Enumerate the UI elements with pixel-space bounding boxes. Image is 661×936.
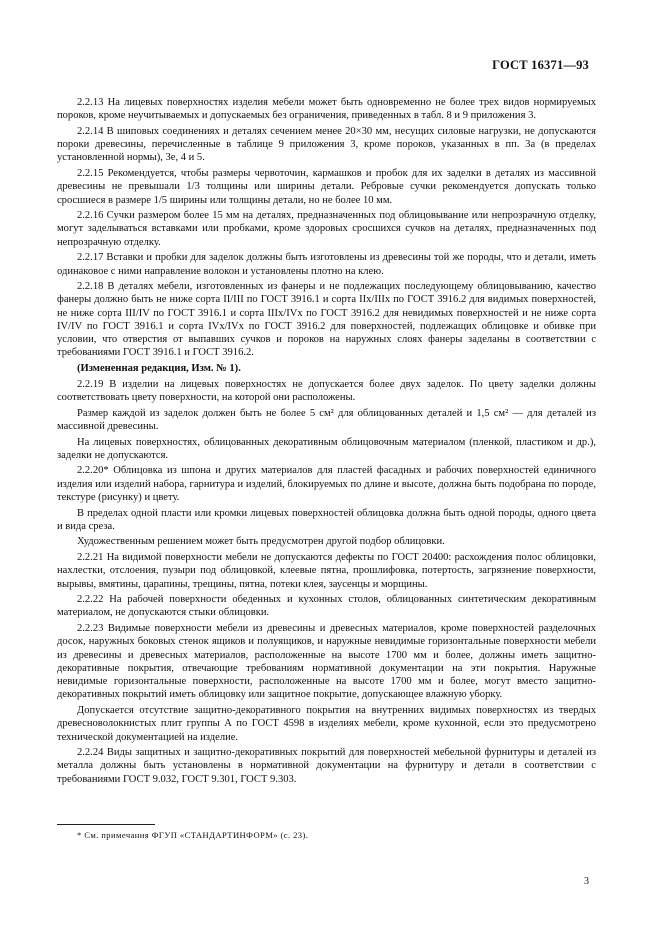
paragraph-2-2-20-species: В пределах одной пласти или кромки лицевых поверхностей облицовка должна быть одной породы, одного цвета и вида среза. [57, 507, 596, 532]
paragraph-2-2-14: 2.2.14 В шиповых соединениях и деталях сечением менее 20×30 мм, несущих силовые нагрузки, не допускаются пороки древесины, перечисленные в таблице 9 приложения 3, кроме пороков, указанных в пп. 3а (в пределах установленной нормы), 3е, 4 и 5. [57, 125, 596, 164]
paragraph-2-2-23: 2.2.23 Видимые поверхности мебели из древесины и древесных материалов, кроме поверхностей разделочных досок, наружных боковых стенок ящиков и полуящиков, и наружные невидимые горизонтальные поверхности мебели из древесины и древесных материалов, расположенные на высоте 1700 мм и более, должны иметь защитно-декоративные покрытия, отвечающие требованиям нормативной документации на эти покрытия. Наружные невидимые горизонтальные поверхности, расположенные на высоте 1700 мм и более, могут вместо защитно-декоративных покрытий иметь облицовку или защитное покрытие, допускающее влажную уборку. [57, 623, 596, 701]
paragraph-2-2-19: 2.2.19 В изделии на лицевых поверхностях не допускается более двух заделок. По цвету заделки должны соответствовать цвету поверхности, на которой они расположены. [57, 378, 596, 403]
paragraph-2-2-19-size: Размер каждой из заделок должен быть не более 5 см² для облицованных деталей и 1,5 см² — для деталей из массивной древесины. [57, 407, 596, 432]
paragraph-2-2-24: 2.2.24 Виды защитных и защитно-декоративных покрытий для поверхностей мебельной фурнитуры и деталей из металла должны быть установлены в нормативной документации на фурнитуру и детали в соответствии с требованиями ГОСТ 9.032, ГОСТ 9.301, ГОСТ 9.303. [57, 747, 596, 785]
paragraph-2-2-16: 2.2.16 Сучки размером более 15 мм на деталях, предназначенных под облицовывание или непрозрачную отделку, могут заделываться вставками или пробками, кроме здоровых сросшихся сучков на деталях, предназначенных под непрозрачную отделку. [57, 210, 596, 248]
paragraph-2-2-18: 2.2.18 В деталях мебели, изготовленных из фанеры и не подлежащих последующему облицовыванию, качество фанеры должно быть не ниже сорта II/III по ГОСТ 3916.1 и сорта IIх/IIIх по ГОСТ 3916.2 для видимых поверхностей, не ниже сорта III/IV по ГОСТ 3916.1 и сорта IIIх/IVх по ГОСТ 3916.2 для невидимых поверхностей и не ниже сорта IV/IV по ГОСТ 3916.1 и сорта IVх/IVх по ГОСТ 3916.2 для поверхностей, подлежащих облицовке и обивке при условии, что отверстия от выпавших сучков и пороков на наружных слоях фанеры заделаны в соответствии с требованиями ГОСТ 3916.1 и ГОСТ 3916.2. [57, 281, 596, 359]
page-number: 3 [584, 876, 589, 887]
standard-header: ГОСТ 16371—93 [492, 58, 589, 72]
paragraph-2-2-15: 2.2.15 Рекомендуется, чтобы размеры червоточин, кармашков и пробок для их заделки в деталях из массивной древесины не превышали 1/3 толщины или ширины детали. Ребровые сучки рекомендуется допускать только сросшиеся в размере 1/5 ширины или толщины детали, но не более 10 мм. [57, 168, 596, 206]
paragraph-2-2-19-decor: На лицевых поверхностях, облицованных декоративным облицовочным материалом (пленкой, пластиком и др.), заделки не допускаются. [57, 436, 596, 461]
paragraph-2-2-13: 2.2.13 На лицевых поверхностях изделия мебели может быть одновременно не более трех видов нормируемых пороков, кроме неучитываемых и допускаемых без ограничения, приведенных в табл. 8 и 9 приложения 3. [57, 97, 596, 122]
footnote: * См. примечания ФГУП «СТАНДАРТИНФОРМ» (с. 23). [77, 830, 309, 840]
document-body [57, 96, 596, 788]
paragraph-2-2-21: 2.2.21 На видимой поверхности мебели не допускаются дефекты по ГОСТ 20400: расхождения полос облицовки, нахлестки, отслоения, пузыри под облицовкой, клеевые пятна, прошлифовка, потертость, загрязнение поверхности, вырывы, вмятины, царапины, трещины, пятна, потеки клея, заусенцы и морщины. [57, 552, 596, 590]
paragraph-2-2-22: 2.2.22 На рабочей поверхности обеденных и кухонных столов, облицованных синтетическим декоративным материалом, не допускаются стыки облицовки. [57, 594, 596, 619]
paragraph-2-2-20-art: Художественным решением может быть предусмотрен другой подбор облицовки. [77, 536, 445, 548]
paragraph-2-2-20: 2.2.20* Облицовка из шпона и других материалов для пластей фасадных и рабочих поверхностей единичного изделия или изделий набора, гарнитура и изделий, блокируемых по длине и высоте, должна быть подобрана по породе, текстуре (рисунку) и цвету. [57, 465, 596, 503]
paragraph-2-2-23-allowed: Допускается отсутствие защитно-декоративного покрытия на внутренних видимых поверхностях из твердых древесноволокнистых плит группы А по ГОСТ 4598 в изделиях мебели, кроме кухонной, если это предусмотрено технической документацией на изделие. [57, 705, 596, 743]
footnote-divider [57, 824, 155, 825]
amendment-note: (Измененная редакция, Изм. № 1). [77, 363, 241, 375]
paragraph-2-2-17: 2.2.17 Вставки и пробки для заделок должны быть изготовлены из древесины той же породы, что и детали, иметь одинаковое с ними направление волокон и установлены плотно на клею. [57, 252, 596, 277]
